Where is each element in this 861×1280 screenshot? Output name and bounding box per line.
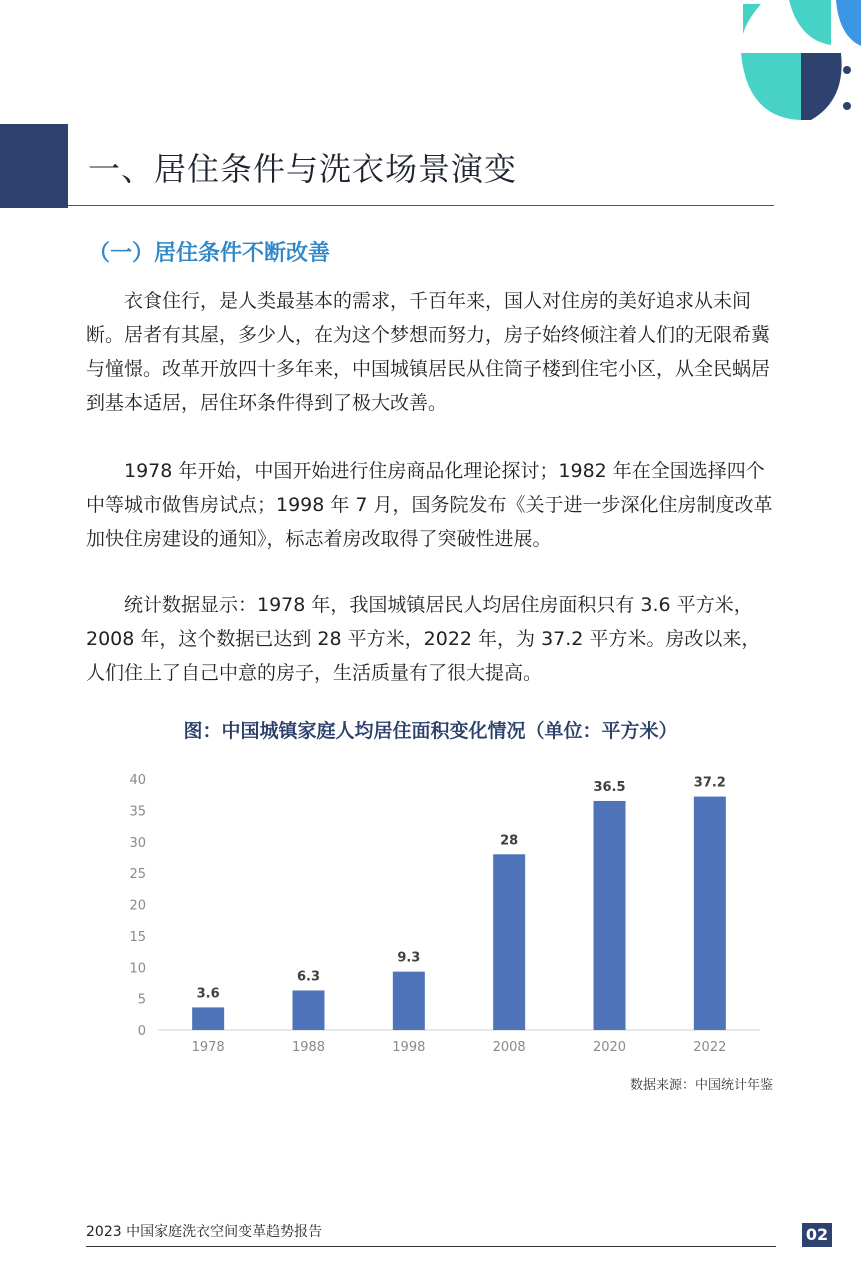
- footer-divider: [86, 1246, 776, 1247]
- footer-report-title: 2023 中国家庭洗衣空间变革趋势报告: [86, 1224, 323, 1240]
- y-tick-label: 30: [129, 835, 146, 851]
- x-tick-label: 1998: [392, 1040, 426, 1055]
- y-tick-label: 15: [129, 929, 146, 945]
- bar-value-label: 9.3: [397, 950, 421, 966]
- page-number-badge: 02: [802, 1223, 832, 1247]
- x-tick-label: 2020: [592, 1040, 627, 1055]
- y-tick-label: 5: [137, 992, 146, 1008]
- bar: [493, 854, 525, 1030]
- bar: [192, 1007, 224, 1030]
- section-title: 一、居住条件与洗衣场景演变: [88, 150, 518, 188]
- x-tick-label: 2008: [492, 1040, 526, 1055]
- bar-value-label: 37.2: [693, 775, 726, 791]
- y-tick-label: 20: [129, 898, 146, 914]
- body-paragraph: 1978 年开始，中国开始进行住房商品化理论探讨；1982 年在全国选择四个中等城市做售房试点；1998 年 7 月，国务院发布《关于进一步深化住房制度改革加快住房建设的通知》，标志着房改取得了突破性进展。: [86, 460, 773, 550]
- y-tick-label: 25: [129, 867, 146, 883]
- bar: [694, 797, 726, 1030]
- bar-value-label: 36.5: [593, 779, 626, 795]
- bar-value-label: 6.3: [296, 969, 321, 985]
- data-source-note: 数据来源：中国统计年鉴: [629, 1078, 773, 1093]
- x-tick-label: 2022: [693, 1040, 727, 1055]
- bar: [594, 801, 626, 1030]
- y-tick-label: 10: [129, 961, 146, 977]
- bar-value-label: 28: [500, 833, 519, 849]
- bar: [293, 990, 325, 1030]
- x-tick-label: 1988: [291, 1040, 326, 1055]
- x-tick-label: 1978: [191, 1040, 225, 1055]
- bar-value-label: 3.6: [196, 986, 220, 1002]
- bar: [393, 972, 425, 1030]
- body-paragraph: 衣食住行，是人类最基本的需求，千百年来，国人对住房的美好追求从未间断。居者有其屋，多少人，在为这个梦想而努力，房子始终倾注着人们的无限希冀与憧憬。改革开放四十多年来，中国城镇居民从住筒子楼到住宅小区，从全民蜗居到基本适居，居住环条件得到了极大改善。: [86, 290, 771, 414]
- y-tick-label: 40: [129, 773, 146, 788]
- y-tick-label: 0: [137, 1024, 146, 1039]
- y-tick-label: 35: [129, 804, 146, 820]
- subsection-title: （一）居住条件不断改善: [88, 241, 331, 266]
- chart-title: 图：中国城镇家庭人均居住面积变化情况（单位：平方米）: [183, 720, 678, 742]
- body-paragraph: 统计数据显示：1978 年，我国城镇居民人均居住房面积只有 3.6 平方米，2008 年，这个数据已达到 28 平方米，2022 年，为 37.2 平方米。房改以来，人们住上了自己中意的房子，生活质量有了很大提高。: [86, 594, 761, 684]
